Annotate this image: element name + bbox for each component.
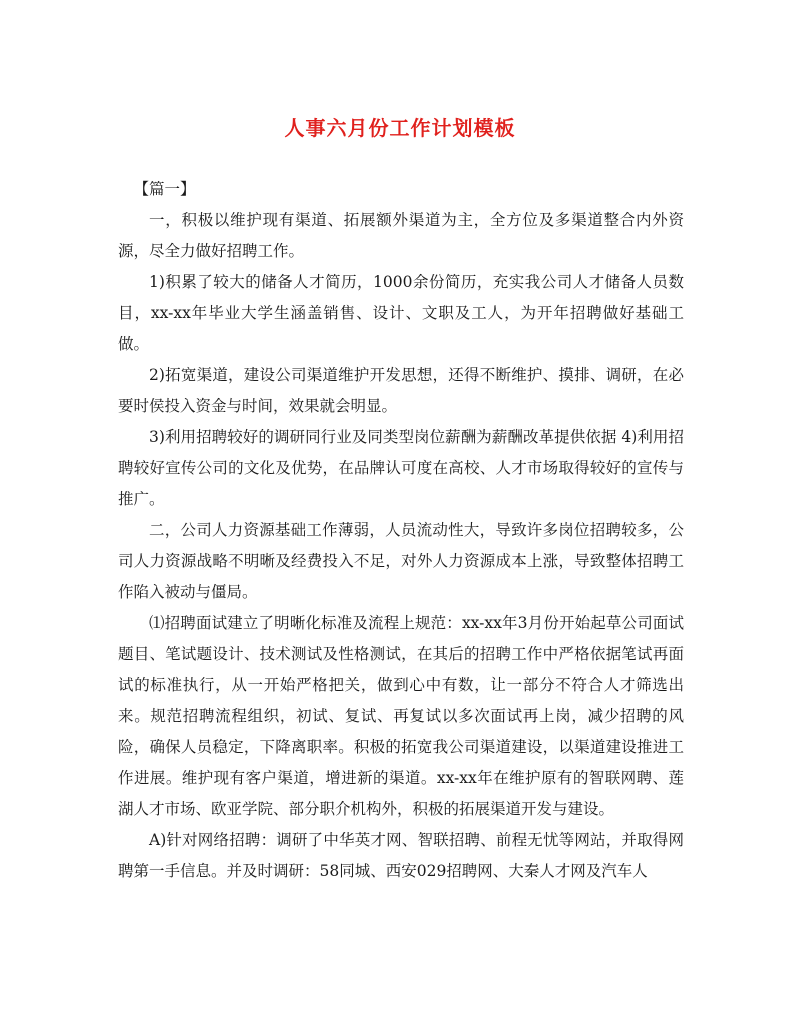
paragraph: 1)积累了较大的储备人才简历，1000余份简历，充实我公司人才储备人员数目，xx-xx年毕业大学生涵盖销售、设计、文职及工人，为开年招聘做好基础工做。 (118, 273, 684, 353)
document-title: 人事六月份工作计划模板 (284, 116, 516, 140)
paragraph: ⑴招聘面试建立了明晰化标准及流程上规范：xx-xx年3月份开始起草公司面试题目、笔试题设计、技术测试及性格测试，在其后的招聘工作中严格依据笔试再面试的标准执行，从一开始严格把关，做到心中有数，让一部分不符合人才筛选出来。规范招聘流程组织，初试、复试、再复试以多次面试再上岗，减少招聘的风险，确保人员稳定，下降离职率。积极的拓宽我公司渠道建设，以渠道建设推进工作进展。维护现有客户渠道，增进新的渠道。xx-xx年在维护原有的智联网聘、莲湖人才市场、欧亚学院、部分职介机构外，积极的拓展渠道开发与建设。 (118, 614, 684, 818)
paragraph: 二，公司人力资源基础工作薄弱，人员流动性大，导致许多岗位招聘较多，公司人力资源战略不明晰及经费投入不足，对外人力资源成本上涨，导致整体招聘工作陷入被动与僵局。 (118, 521, 684, 601)
paragraph: 3)利用招聘较好的调研同行业及同类型岗位薪酬为薪酬改革提供依据 4)利用招聘较好宣传公司的文化及优势，在品牌认可度在高校、人才市场取得较好的宣传与推广。 (118, 428, 684, 508)
paragraph: 一，积极以维护现有渠道、拓展额外渠道为主，全方位及多渠道整合内外资源，尽全力做好招聘工作。 (118, 211, 684, 260)
paragraph: A)针对网络招聘：调研了中华英才网、智联招聘、前程无忧等网站，并取得网聘第一手信息。并及时调研：58同城、西安029招聘网、大秦人才网及汽车人 (118, 831, 684, 880)
document-body (118, 174, 684, 887)
section-heading: 【篇一】 (133, 180, 196, 198)
paragraph: 2)拓宽渠道，建设公司渠道维护开发思想，还得不断维护、摸排、调研，在必要时侯投入资金与时间，效果就会明显。 (118, 366, 684, 415)
